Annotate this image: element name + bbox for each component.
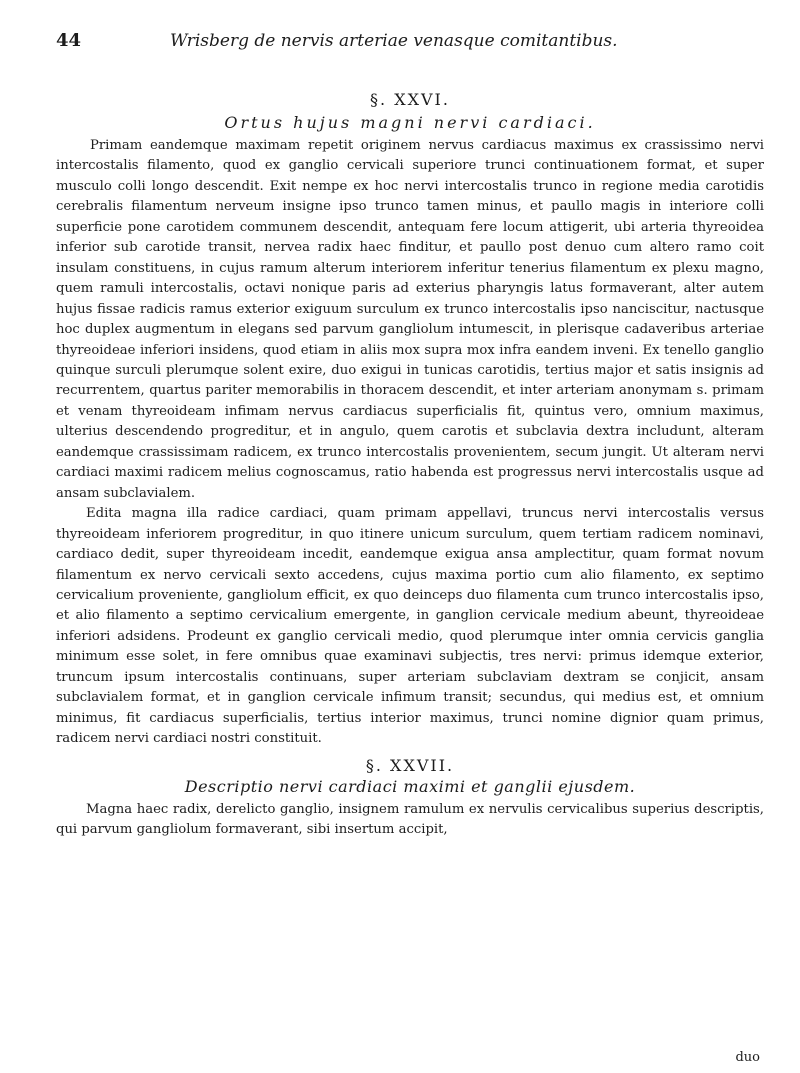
running-head xyxy=(56,30,764,64)
catchword: duo xyxy=(735,1050,760,1065)
section-title: Ortus hujus magni nervi cardiaci. xyxy=(224,113,596,132)
section-number: §. XXVII. xyxy=(365,755,455,775)
paragraph: Edita magna illa radice cardiaci, quam primam appellavi, truncus nervi intercostalis versus thyreoideam inferiorem progreditur, in quo itinere unicum surculum, quem tertiam radicem nominavi, cardiaco dedit, super thyreoideam incedit, eandemque exigua ansa amplectitur, quam format novum filamentum ex nervo cervicali sexto accedens, cujus maxima portio cum alio filamento, ex septimo cervicalium proveniente, gangliolum efficit, ex quo deinceps duo filamenta cum trunco intercostalis ipso, et alio filamento a septimo cervicalium emergente, in ganglion cervicale medium abeunt, thyreoideae inferiori adsidens. Prodeunt ex ganglio cervicali medio, quod plerumque inter omnia cervicis ganglia minimum esse solet, in fere omnibus quae examinavi subjectis, tres nervi: primus idemque exterior, truncum ipsum intercostalis continuans, super arteriam subclaviam dextram se conjicit, ansam subclavialem format, et in ganglion cervicale infimum transit; secundus, qui medius est, et omnium minimus, fit cardiacus superficialis, tertius interior maximus, trunci nomine dignior quam primus, radicem nervi cardiaci nostri constituit. xyxy=(56,506,764,747)
running-title: Wrisberg de nervis arteriae venasque comitantibus. xyxy=(170,31,618,51)
paragraph: Magna haec radix, derelicto ganglio, insignem ramulum ex nervulis cervicalibus superius descriptis, qui parvum gangliolum formaverant, sibi insertum accipit, xyxy=(56,801,764,838)
section-number: §. XXVI. xyxy=(370,90,450,109)
paragraph: Primam eandemque maximam repetit originem nervus cardiacus maximus ex crassissimo nervi intercostalis filamento, quod ex ganglio cervicali superiore trunci continuationem format, et super musculo colli longo descendit. Exit nempe ex hoc nervi intercostalis trunco in regione media carotidis cerebralis filamentum nerveum insigne ipso trunco tamen minus, et paullo magis in interiore colli superficie pone carotidem communem descendit, antequam fere locum attigerit, ubi arteria thyreoidea inferior sub carotide transit, nervea radix haec finditur, et paullo post denuo cum altero ramo coit insulam constituens, in cujus ramum alterum interiorem inferitur tenerius filamentum ex plexu magno, quem ramuli intercostalis, octavi nonique paris ad exterius pharyngis latus formaverant, alter autem hujus fissae radicis ramus exterior exiguum surculum ex trunco intercostalis ipso nanciscitur, nactusque hoc duplex augmentum in elegans sed parvum gangliolum intumescit, in plerisque cadaveribus arteriae thyreoideae inferiori insidens, quod etiam in aliis mox supra mox infra eandem inveni. Ex tenello ganglio quinque surculi plerumque solent exire, duo exigui in tunicas carotidis, tertius major et satis insignis ad recurrentem, quartus pariter memorabilis in thoracem descendit, et inter arteriam anonymam s. primam et venam thyreoideam infimam nervus cardiacus superficialis fit, quintus vero, omnium maximus, ulterius descendendo progreditur, et in angulo, quem carotis et subclavia dextra includunt, alteram eandemque crassissimam radicem, ex trunco intercostalis provenientem, secum jungit. Ut alteram nervi cardiaci maximi radicem melius cognoscamus, ratio habenda est progressus nervi intercostalis usque ad ansam subclavialem. xyxy=(56,138,764,501)
section-body xyxy=(56,136,764,750)
section-title: Descriptio nervi cardiaci maximi et ganglii ejusdem. xyxy=(184,776,636,796)
section-body xyxy=(56,800,764,841)
page-number: 44 xyxy=(56,30,82,51)
